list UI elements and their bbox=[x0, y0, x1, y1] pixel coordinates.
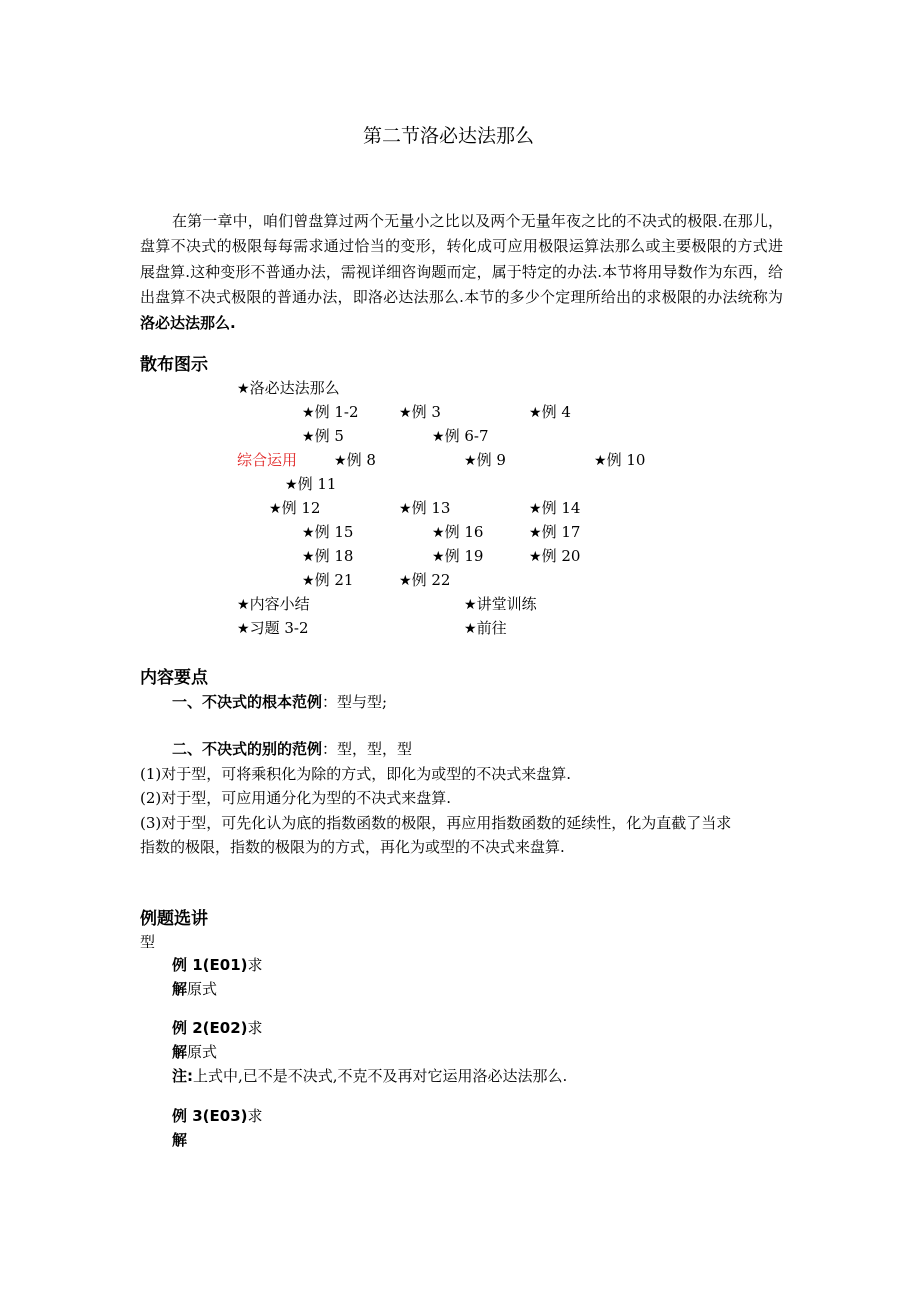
star-icon: ★ bbox=[237, 621, 250, 637]
link-example-13[interactable]: ★例 13 bbox=[399, 499, 451, 517]
key-point-line-3a: (3)对于型，可先化认为底的指数函数的极限，再应用指数函数的延续性，化为直截了当求 bbox=[140, 814, 732, 832]
star-icon: ★ bbox=[334, 453, 347, 469]
star-icon: ★ bbox=[399, 573, 412, 589]
example-1: 例 1(E01)求 bbox=[172, 956, 263, 974]
key-point-line-2: (2)对于型，可应用通分化为型的不决式来盘算. bbox=[140, 789, 452, 807]
star-icon: ★ bbox=[529, 501, 542, 517]
example-2-solution: 解原式 bbox=[172, 1043, 218, 1061]
link-example-20[interactable]: ★例 20 bbox=[529, 547, 581, 565]
star-icon: ★ bbox=[432, 525, 445, 541]
star-icon: ★ bbox=[302, 549, 315, 565]
page-title: 第二节洛必达法那么 bbox=[363, 125, 535, 147]
star-icon: ★ bbox=[464, 621, 477, 637]
link-example-3[interactable]: ★例 3 bbox=[399, 403, 441, 421]
star-icon: ★ bbox=[237, 597, 250, 613]
key-point-line-3b: 指数的极限，指数的极限为的方式，再化为或型的不决式来盘算. bbox=[140, 838, 565, 856]
link-root[interactable]: ★洛必达法那么 bbox=[237, 379, 340, 397]
star-icon: ★ bbox=[302, 525, 315, 541]
star-icon: ★ bbox=[285, 477, 298, 493]
intro-text: 在第一章中，咱们曾盘算过两个无量小之比以及两个无量年夜之比的不决式的极限.在那儿，盘算不决式的极限每每需求通过恰当的变形，转化成可应用极限运算法那么或主要极限的方式进展盘算.这种变形不普通办法，需视详细咨询题而定，属于特定的办法.本节将用导数作为东西，给出盘算不决式极限的普通办法，即洛必达法那么.本节的多少个定理所给出的求极限的办法统称为 bbox=[140, 212, 783, 307]
link-example-9[interactable]: ★例 9 bbox=[464, 451, 506, 469]
key-point-2: 二、不决式的别的范例：型，型，型 bbox=[172, 740, 413, 758]
example-2-note: 注:上式中,已不是不决式,不克不及再对它运用洛必达法那么. bbox=[172, 1067, 568, 1085]
link-training[interactable]: ★讲堂训练 bbox=[464, 595, 537, 613]
star-icon: ★ bbox=[399, 405, 412, 421]
star-icon: ★ bbox=[529, 405, 542, 421]
star-icon: ★ bbox=[594, 453, 607, 469]
link-summary[interactable]: ★内容小结 bbox=[237, 595, 310, 613]
link-example-15[interactable]: ★例 15 bbox=[302, 523, 354, 541]
star-icon: ★ bbox=[432, 549, 445, 565]
link-example-8[interactable]: ★例 8 bbox=[334, 451, 376, 469]
star-icon: ★ bbox=[464, 597, 477, 613]
star-icon: ★ bbox=[529, 549, 542, 565]
star-icon: ★ bbox=[269, 501, 282, 517]
comprehensive-label: 综合运用 bbox=[237, 451, 298, 469]
distribution-heading: 散布图示 bbox=[140, 355, 208, 375]
link-example-21[interactable]: ★例 21 bbox=[302, 571, 354, 589]
link-example-18[interactable]: ★例 18 bbox=[302, 547, 354, 565]
link-example-6-7[interactable]: ★例 6-7 bbox=[432, 427, 489, 445]
star-icon: ★ bbox=[432, 429, 445, 445]
examples-heading: 例题选讲 bbox=[140, 909, 208, 929]
examples-type: 型 bbox=[140, 933, 156, 951]
star-icon: ★ bbox=[302, 573, 315, 589]
link-example-10[interactable]: ★例 10 bbox=[594, 451, 646, 469]
example-1-solution: 解原式 bbox=[172, 980, 218, 998]
link-goto[interactable]: ★前往 bbox=[464, 619, 507, 637]
intro-bold-end: 洛必达法那么. bbox=[140, 313, 236, 332]
link-example-14[interactable]: ★例 14 bbox=[529, 499, 581, 517]
example-3-solution: 解 bbox=[172, 1131, 188, 1149]
key-point-1: 一、不决式的根本范例：型与型; bbox=[172, 693, 388, 711]
link-example-4[interactable]: ★例 4 bbox=[529, 403, 571, 421]
example-3: 例 3(E03)求 bbox=[172, 1107, 263, 1125]
link-example-22[interactable]: ★例 22 bbox=[399, 571, 451, 589]
link-example-17[interactable]: ★例 17 bbox=[529, 523, 581, 541]
example-2: 例 2(E02)求 bbox=[172, 1019, 263, 1037]
key-point-line-1: (1)对于型，可将乘积化为除的方式，即化为或型的不决式来盘算. bbox=[140, 765, 572, 783]
link-exercise[interactable]: ★习题 3-2 bbox=[237, 619, 309, 637]
key-points-heading: 内容要点 bbox=[140, 668, 208, 688]
star-icon: ★ bbox=[529, 525, 542, 541]
star-icon: ★ bbox=[302, 429, 315, 445]
intro-paragraph bbox=[140, 209, 783, 336]
star-icon: ★ bbox=[237, 381, 250, 397]
link-example-1-2[interactable]: ★例 1-2 bbox=[302, 403, 359, 421]
link-example-16[interactable]: ★例 16 bbox=[432, 523, 484, 541]
star-icon: ★ bbox=[302, 405, 315, 421]
star-icon: ★ bbox=[464, 453, 477, 469]
link-example-5[interactable]: ★例 5 bbox=[302, 427, 344, 445]
link-example-12[interactable]: ★例 12 bbox=[269, 499, 321, 517]
link-example-11[interactable]: ★例 11 bbox=[285, 475, 337, 493]
star-icon: ★ bbox=[399, 501, 412, 517]
link-example-19[interactable]: ★例 19 bbox=[432, 547, 484, 565]
